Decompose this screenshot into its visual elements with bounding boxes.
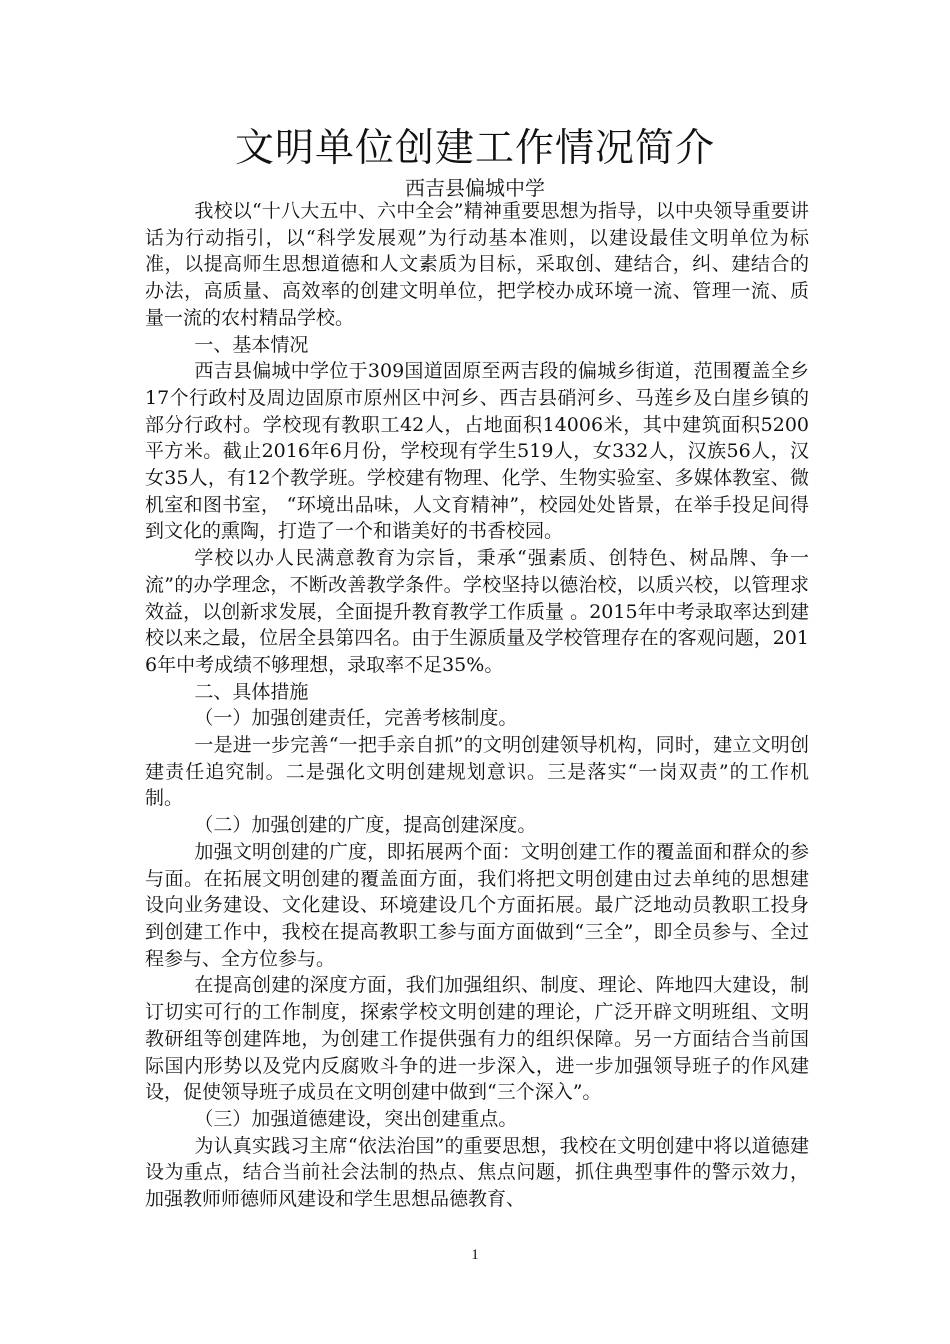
- document-body: [145, 198, 809, 1213]
- page-number: 1: [471, 1247, 479, 1263]
- subsection-heading-2: （二）加强创建的广度，提高创建深度。: [194, 814, 537, 837]
- paragraph-intro: 我校以“十八大五中、六中全会”精神重要思想为指导，以中央领导重要讲话为行动指引，以“科学发展观”为行动基本准则，以建设最佳文明单位为标准，以提高师生思想道德和人文素质为目标，采取创、建结合，纠、建结合的办法，高质量、高效率的创建文明单位，把学校办成环境一流、管理一流、质量一流的农村精品学校。: [145, 200, 809, 329]
- section-heading-basic-info: 一、基本情况: [194, 333, 309, 356]
- paragraph-measure-3: 为认真实践习主席“依法治国”的重要思想，我校在文明创建中将以道德建设为重点，结合当前社会法制的热点、焦点问题，抓住典型事件的警示效力，加强教师师德师风建设和学生思想品德教育、: [145, 1134, 809, 1211]
- paragraph-school-philosophy: 学校以办人民满意教育为宗旨，秉承“强素质、创特色、树品牌、争一流”的办学理念，不断改善教学条件。学校坚持以德治校，以质兴校，以管理求效益，以创新求发展，全面提升教育教学工作质量 。2015年中考录取率达到建校以来之最，位居全县第四名。由于生源质量及学校管理存在的客观问题，2016年中考成绩不够理想，录取率不足35%。: [145, 547, 809, 676]
- document-author: 西吉县偏城中学: [405, 176, 545, 200]
- section-heading-measures: 二、具体措施: [194, 680, 309, 703]
- paragraph-measure-1: 一是进一步完善“一把手亲自抓”的文明创建领导机构，同时，建立文明创建责任追究制。二是强化文明创建规划意识。三是落实“一岗双责”的工作机制。: [145, 734, 809, 810]
- paragraph-school-overview: 西吉县偏城中学位于309国道固原至两吉段的偏城乡街道，范围覆盖全乡17个行政村及周边固原市原州区中河乡、西吉县硝河乡、马莲乡及白崖乡镇的部分行政村。学校现有教职工42人，占地面积14006米，其中建筑面积5200 平方米。截止2016年6月份，学校现有学生519人，女332人，汉族56人，汉女35人，有12个教学班。学校建有物理、化学、生物实验室、多媒体教室、微机室和图书室， “环境出品味，人文育精神”，校园处处皆景，在举手投足间得到文化的熏陶，打造了一个和谐美好的书香校园。: [145, 360, 809, 543]
- subsection-heading-3: （三）加强道德建设，突出创建重点。: [194, 1107, 518, 1130]
- paragraph-measure-2b: 在提高创建的深度方面，我们加强组织、制度、理论、阵地四大建设，制订切实可行的工作制度，探索学校文明创建的理论，广泛开辟文明班组、文明教研组等创建阵地，为创建工作提供强有力的组织保障。另一方面结合当前国际国内形势以及党内反腐败斗争的进一步深入，进一步加强领导班子的作风建设，促使领导班子成员在文明创建中做到“三个深入”。: [145, 974, 809, 1104]
- subsection-heading-1: （一）加强创建责任，完善考核制度。: [194, 707, 518, 730]
- paragraph-measure-2a: 加强文明创建的广度，即拓展两个面：文明创建工作的覆盖面和群众的参与面。在拓展文明创建的覆盖面方面，我们将把文明创建由过去单纯的思想建设向业务建设、文化建设、环境建设几个方面拓展。最广泛地动员教职工投身到创建工作中，我校在提高教职工参与面方面做到“三全”，即全员参与、全过程参与、全方位参与。: [145, 840, 809, 970]
- document-title: 文明单位创建工作情况简介: [234, 126, 715, 171]
